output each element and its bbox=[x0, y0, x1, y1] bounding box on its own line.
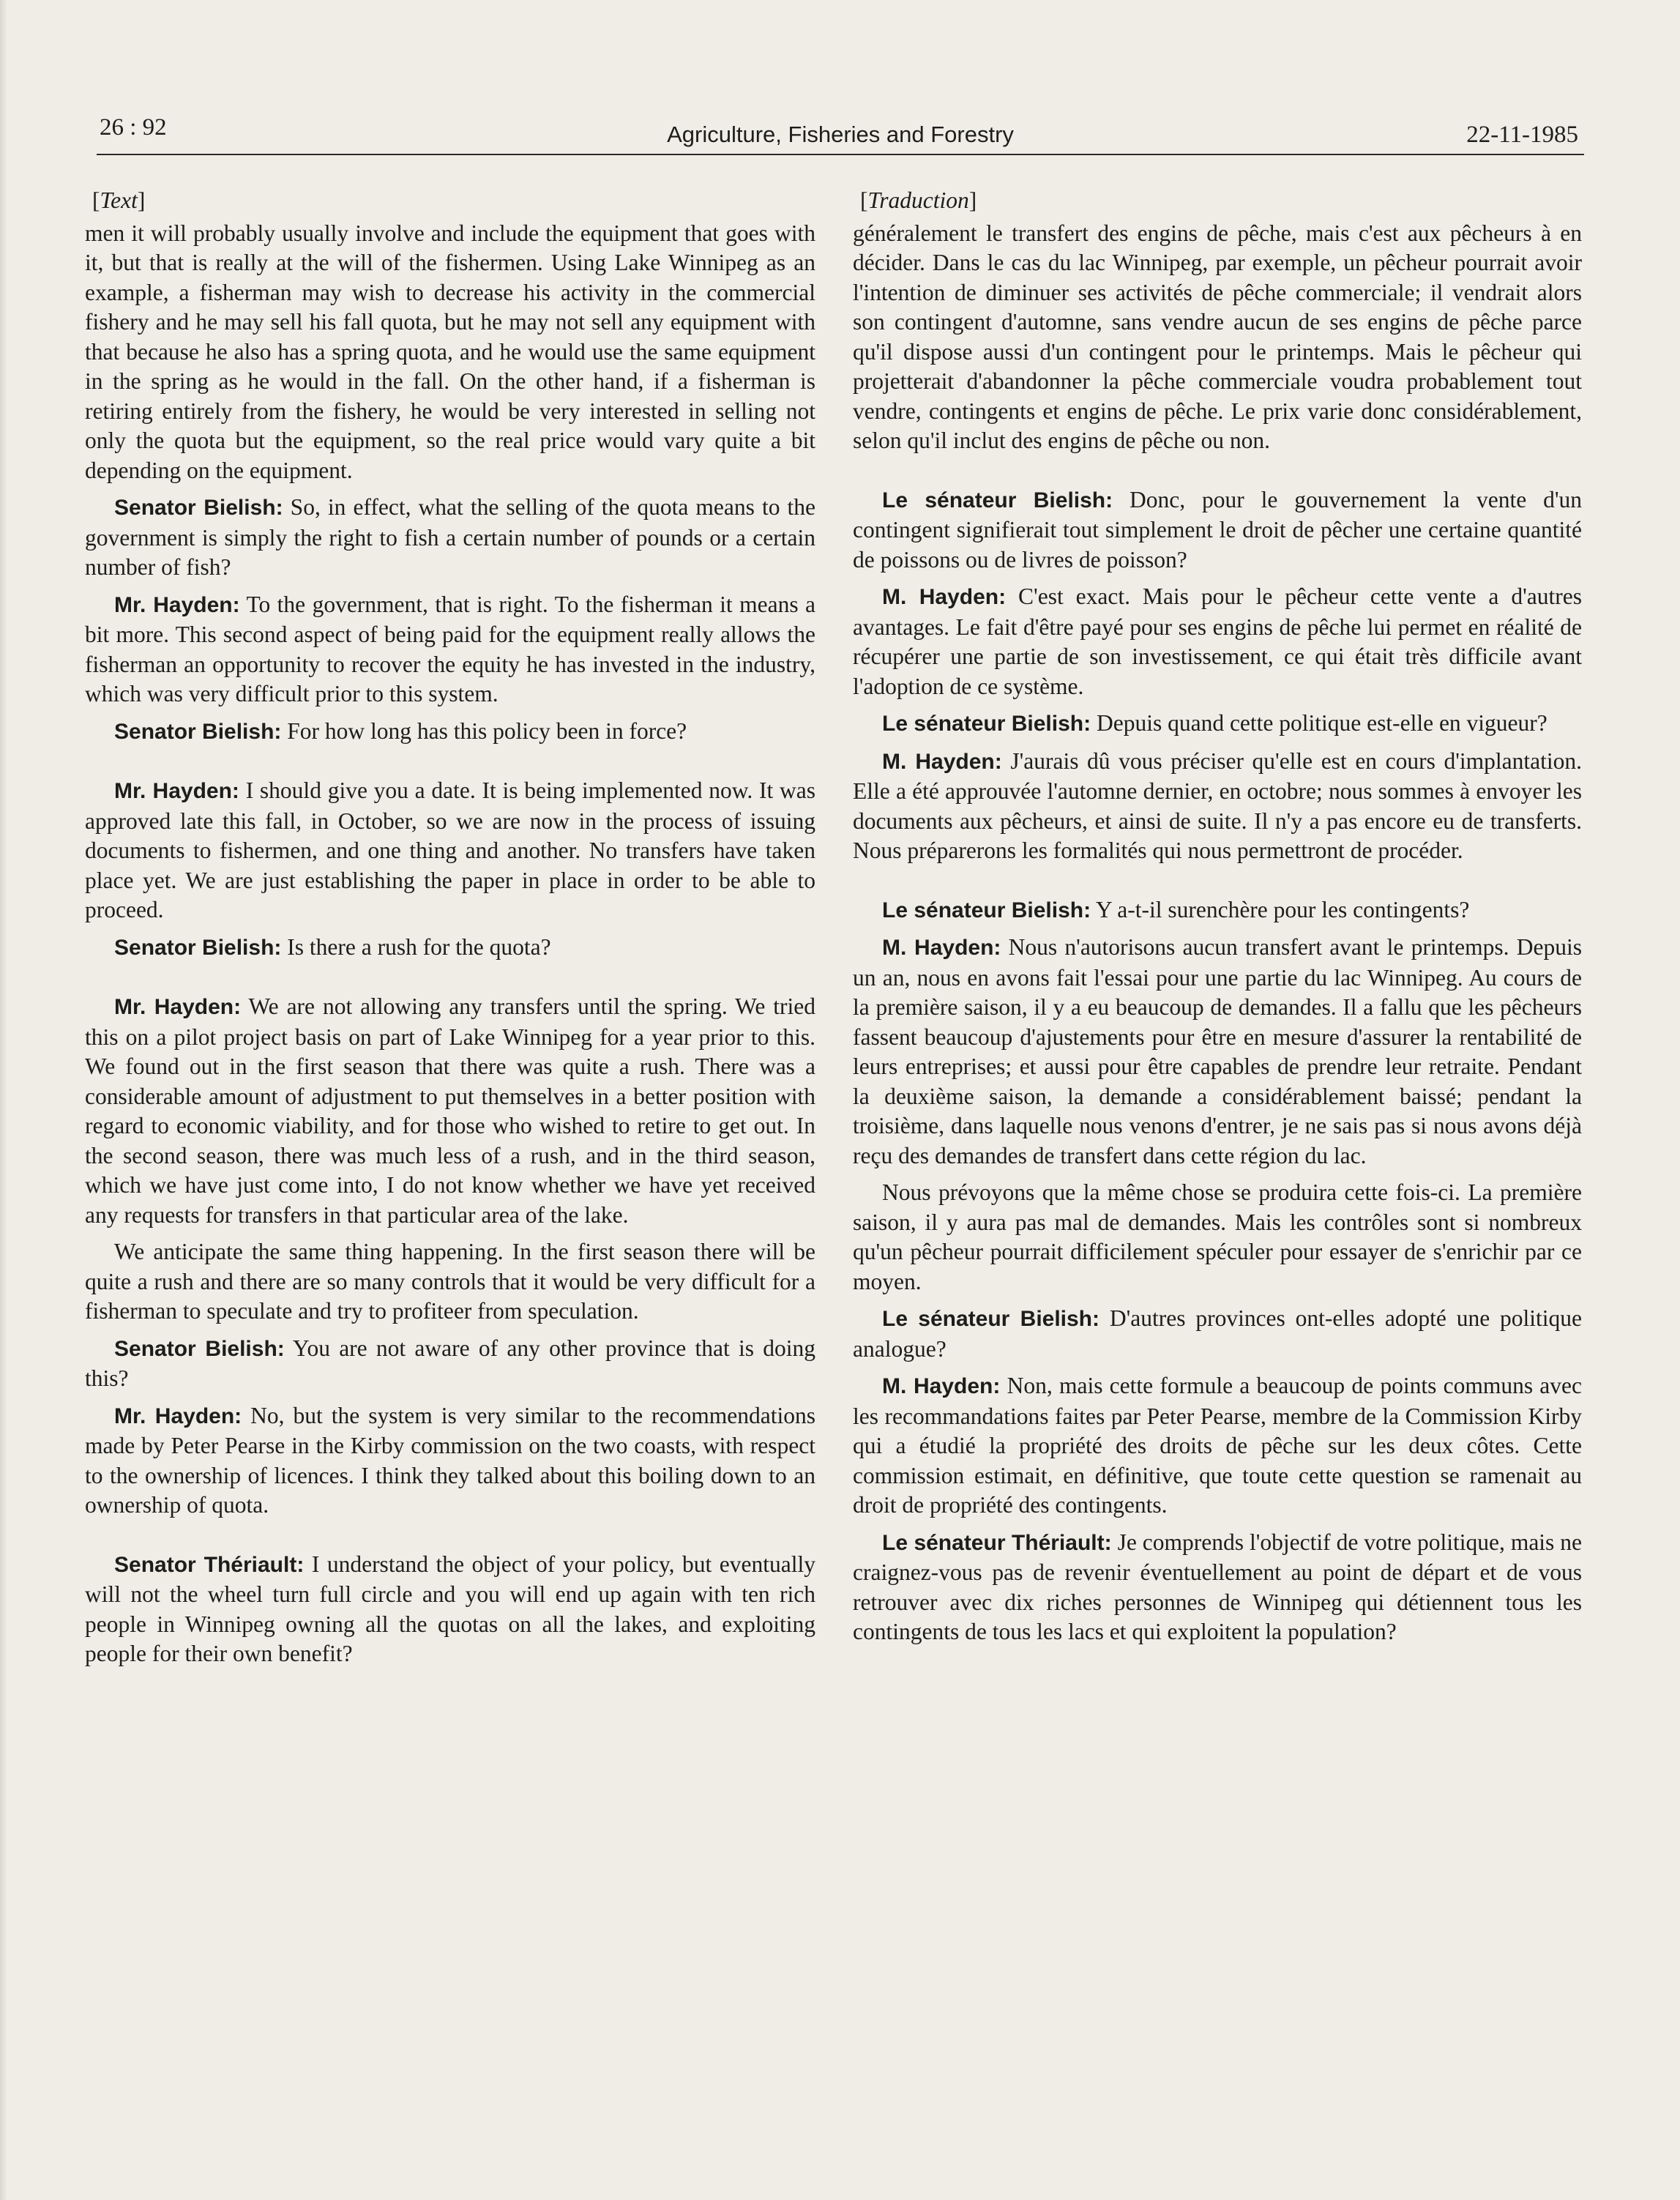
session-date: 22-11-1985 bbox=[1466, 122, 1578, 148]
speaker-name: M. Hayden: bbox=[882, 936, 1001, 960]
paragraph: M. Hayden: Nous n'autorisons aucun transfert avant le printemps. Depuis un an, nous en avons fait l'essai pour une partie du lac Winnipeg. Au cours de la première saison, il y a eu beaucoup de demandes. Il a fallu que les pêcheurs fassent beaucoup d'ajustements pour être en mesure d'assurer la rentabilité de leurs entreprises; et aussi pour être capables de prendre leur retraite. Pendant la deuxième saison, la demande a considérablement baissé; pendant la troisième, dans laquelle nous venons d'entrer, je ne sais pas si nous avons déjà reçu des demandes de transfert dans cette région du lac. bbox=[853, 934, 1582, 1168]
paragraph: Le sénateur Bielish: Depuis quand cette politique est-elle en vigueur? bbox=[882, 710, 1548, 736]
paragraph: Nous prévoyons que la même chose se produira cette fois-ci. La première saison, il y aura pas mal de demandes. Mais les contrôles sont si nombreux qu'un pêcheur pourrait difficilement spéculer pour essayer de s'enrichir par ce moyen. bbox=[853, 1179, 1582, 1294]
paragraph: We anticipate the same thing happening. In the first season there will be quite a rush and there are so many controls that it would be very difficult for a fisherman to speculate and try to profiteer from speculation. bbox=[85, 1239, 815, 1324]
speaker-name: Mr. Hayden: bbox=[114, 592, 240, 617]
paragraph: M. Hayden: C'est exact. Mais pour le pêcheur cette vente a d'autres avantages. Le fait d'être payé pour ses engins de pêche lui permet en réalité de récupérer une partie de son investissement, ce qui était très difficile avant l'adoption de ce système. bbox=[853, 583, 1582, 699]
paragraph: Le sénateur Bielish: Y a-t-il surenchère pour les contingents? bbox=[882, 896, 1470, 922]
speaker-name: Le sénateur Bielish: bbox=[882, 712, 1091, 736]
paragraph: Senator Bielish: So, in effect, what the selling of the quota means to the government is simply the right to fish a certain number of pounds or a certain number of fish? bbox=[85, 494, 816, 580]
speaker-name: M. Hayden: bbox=[882, 1374, 1001, 1398]
speaker-name: Senator Bielish: bbox=[114, 496, 283, 520]
running-header bbox=[97, 111, 1584, 155]
column-tag: [Text] bbox=[92, 187, 146, 213]
paragraph: Le sénateur Bielish: Donc, pour le gouvernement la vente d'un contingent signifierait tout simplement le droit de pêcher une certaine quantité de poissons ou de livres de poisson? bbox=[853, 486, 1582, 573]
paragraph: Mr. Hayden: We are not allowing any transfers until the spring. We tried this on a pilot project basis on part of Lake Winnipeg for a year prior to this. We found out in the first season that there was quite a rush. There was a considerable amount of adjustment to put themselves in a better position with regard to economic viability, and for those who wished to retire to get out. In the second season, there was much less of a rush, and in the third season, which we have just come into, I do not know whether we have yet received any requests for transfers in that particular area of the lake. bbox=[85, 993, 815, 1228]
speaker-name: Senator Thériault: bbox=[114, 1552, 305, 1577]
speaker-name: Senator Bielish: bbox=[114, 719, 282, 744]
paragraph: M. Hayden: Non, mais cette formule a beaucoup de points communs avec les recommandations faites par Peter Pearse, membre de la Commission Kirby qui a étudié la propriété des droits de pêche sur les deux côtes. Cette commission estimait, en définitive, que toute cette question se ramenait au droit de propriété des contingents. bbox=[853, 1373, 1582, 1518]
english-column bbox=[85, 186, 815, 1669]
paragraph: Le sénateur Thériault: Je comprends l'objectif de votre politique, mais ne craignez-vous pas de revenir éventuellement au point de départ et de vous retrouver avec dix riches personnes de Winnipeg qui détiennent tous les contingents de tous les lacs et qui exploitent la population? bbox=[853, 1529, 1583, 1644]
paragraph: Senator Bielish: For how long has this policy been in force? bbox=[114, 717, 687, 744]
paragraph: généralement le transfert des engins de pêche, mais c'est aux pêcheurs à en décider. Dans le cas du lac Winnipeg, par exemple, un pêcheur pourrait avoir l'intention de diminuer ses activités de pêche commerciale; il vendrait alors son contingent d'automne, sans vendre aucun de ses engins de pêche parce qu'il dispose aussi d'un contingent pour le printemps. Mais le pêcheur qui projetterait d'abandonner la pêche commerciale voudra probablement tout vendre, contingents et engins de pêche. Le prix varie donc considérablement, selon qu'il inclut des engins de pêche ou non. bbox=[853, 220, 1582, 453]
paragraph: Mr. Hayden: I should give you a date. It is being implemented now. It was approved late this fall, in October, so we are now in the process of issuing documents to fishermen, and one thing and another. No transfers have taken place yet. We are just establishing the paper in place in order to be able to proceed. bbox=[85, 778, 815, 922]
speaker-name: Le sénateur Bielish: bbox=[882, 898, 1091, 922]
paragraph: Senator Bielish: Is there a rush for the quota? bbox=[114, 933, 551, 960]
speaker-name: Senator Bielish: bbox=[114, 1336, 285, 1361]
speaker-name: Mr. Hayden: bbox=[114, 1403, 242, 1428]
french-column bbox=[853, 186, 1582, 1647]
speaker-name: Mr. Hayden: bbox=[114, 995, 242, 1019]
speaker-name: Senator Bielish: bbox=[114, 935, 282, 960]
page-crease bbox=[0, 0, 7, 2200]
paragraph: men it will probably usually involve and include the equipment that goes with it, but that is really at the will of the fishermen. Using Lake Winnipeg as an example, a fisherman may wish to decrease his activity in the commercial fishery and he may sell his fall quota, but he may not sell any equipment with that because he also has a spring quota, and he would use the same equipment in the spring as he would in the fall. On the other hand, if a fisherman is retiring entirely from the fishery, he would be very interested in selling not only the quota but the equipment, so the real price would vary quite a bit depending on the equipment. bbox=[85, 220, 815, 483]
speaker-name: M. Hayden: bbox=[882, 749, 1002, 774]
paragraph: Mr. Hayden: No, but the system is very similar to the recommendations made by Peter Pearse in the Kirby commission on the two coasts, with respect to the ownership of licences. I think they talked about this boiling down to an ownership of quota. bbox=[85, 1402, 815, 1518]
paragraph: Le sénateur Bielish: D'autres provinces ont-elles adopté une politique analogue? bbox=[853, 1305, 1583, 1362]
paragraph: Mr. Hayden: To the government, that is right. To the fisherman it means a bit more. This second aspect of being paid for the equipment really allows the fisherman an opportunity to recover the equity he has invested in the industry, which was very difficult prior to this system. bbox=[85, 591, 815, 706]
speaker-name: Le sénateur Bielish: bbox=[882, 1307, 1100, 1331]
speaker-name: M. Hayden: bbox=[882, 585, 1007, 609]
speaker-name: Le sénateur Thériault: bbox=[882, 1530, 1112, 1555]
page-number: 26 : 92 bbox=[100, 114, 167, 141]
paragraph: Senator Bielish: You are not aware of any other province that is doing this? bbox=[85, 1335, 815, 1391]
paragraph: Senator Thériault: I understand the object of your policy, but eventually will not the wheel turn full circle and you will end up again with ten rich people in Winnipeg owning all the quotas on all the lakes, and exploiting people for their own benefit? bbox=[85, 1551, 816, 1666]
speaker-name: Mr. Hayden: bbox=[114, 779, 239, 803]
paragraph: M. Hayden: J'aurais dû vous préciser qu'elle est en cours d'implantation. Elle a été approuvée l'automne dernier, en octobre; nous sommes à envoyer les documents aux pêcheurs, et ainsi de suite. Il n'y a pas encore eu de transferts. Nous préparerons les formalités qui nous permettront de procéder. bbox=[853, 747, 1582, 863]
publication-title: Agriculture, Fisheries and Forestry bbox=[667, 122, 1014, 147]
speaker-name: Le sénateur Bielish: bbox=[882, 488, 1113, 512]
column-tag: [Traduction] bbox=[860, 187, 977, 213]
